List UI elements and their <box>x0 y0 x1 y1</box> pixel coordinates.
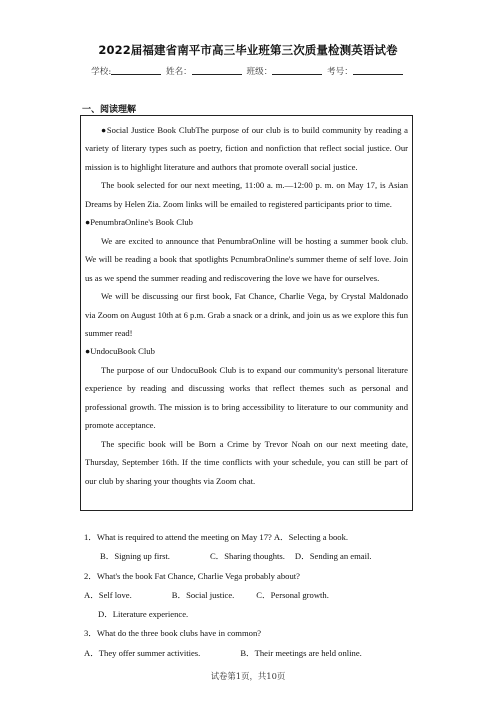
club-heading: ●UndocuBook Club <box>85 346 155 357</box>
exam-number-blank <box>353 65 403 75</box>
passage-paragraph: We are excited to announce that PenumbraOnline will be hosting a summer book club. We will be reading a book that spotlights PcnumbraOnline's summer theme of self love. Join us as we spend the summer reading and rediscovering the love we have for ourselves. <box>85 235 408 283</box>
name-blank <box>192 65 242 75</box>
question-list <box>84 528 414 663</box>
page-footer: 试卷第1页，共10页 <box>210 671 286 681</box>
class-label: 班级： <box>246 67 273 77</box>
option-b: B．Signing up first. <box>100 551 170 562</box>
question-stem: 2．What's the book Fat Chance, Charlie Vega probably about? <box>84 570 300 581</box>
option-a: A．They offer summer activities. <box>84 647 201 658</box>
school-blank <box>111 65 161 75</box>
name-label: 姓名： <box>165 67 192 77</box>
question-2 <box>84 567 414 625</box>
class-blank <box>272 65 322 75</box>
option-d: D．Sending an email. <box>294 551 372 562</box>
question-stem: 3．What do the three book clubs have in common? <box>84 628 262 639</box>
question-stem: 1．What is required to attend the meeting on May 17? <box>84 532 272 542</box>
school-label: 学校: <box>91 67 112 77</box>
option-a: A．Selecting a book. <box>273 532 349 542</box>
option-b: B．Social justice. <box>171 589 235 600</box>
passage-paragraph: The book selected for our next meeting, 11:00 a. m.—12:00 p. m. on May 17, is Asian Dreams by Helen Zia. Zoom links will be emailed to registered participants prior to time. <box>85 180 408 209</box>
section-heading: 一、阅读理解 <box>82 105 137 115</box>
student-info-line <box>0 65 496 77</box>
reading-passage-box <box>80 115 413 511</box>
question-1 <box>84 528 414 567</box>
passage-paragraph: The purpose of our UndocuBook Club is to expand our community's personal literature experience by reading and discussing works that reflect themes such as personal and professional growth. The mission is to bring accessibility to literature to our community and promote acceptance. <box>85 364 408 431</box>
exam-title: 2022届福建省南平市高三毕业班第三次质量检测英语试卷 <box>98 43 398 57</box>
club-heading: ●PenumbraOnline's Book Club <box>85 217 193 228</box>
passage-paragraph: ●Social Justice Book ClubThe purpose of our club is to build community by reading a variety of literary types such as poetry, fiction and nonfiction that reflect social justice. Our mission is to highlight literature and authors that promote overall social justice. <box>85 125 408 172</box>
passage-paragraph: We will be discussing our first book, Fat Chance, Charlie Vega, by Crystal Maldonado via Zoom on August 10th at 6 p.m. Grab a snack or a drink, and join us as we explore this fun summer read! <box>85 291 408 338</box>
question-3 <box>84 624 414 663</box>
option-c: C．Personal growth. <box>256 589 329 600</box>
option-d: D．Literature experience. <box>98 609 189 620</box>
exam-number-label: 考号： <box>327 67 353 77</box>
option-a: A．Self love. <box>84 589 132 600</box>
passage-paragraph: The specific book will be Born a Crime by Trevor Noah on our next meeting date, Thursday, September 16th. If the time conflicts with your schedule, you can still be part of our club by sharing your thoughts via Zoom chat. <box>85 438 408 486</box>
option-b: B．Their meetings are held online. <box>240 647 362 658</box>
option-c: C．Sharing thoughts. <box>209 551 285 562</box>
